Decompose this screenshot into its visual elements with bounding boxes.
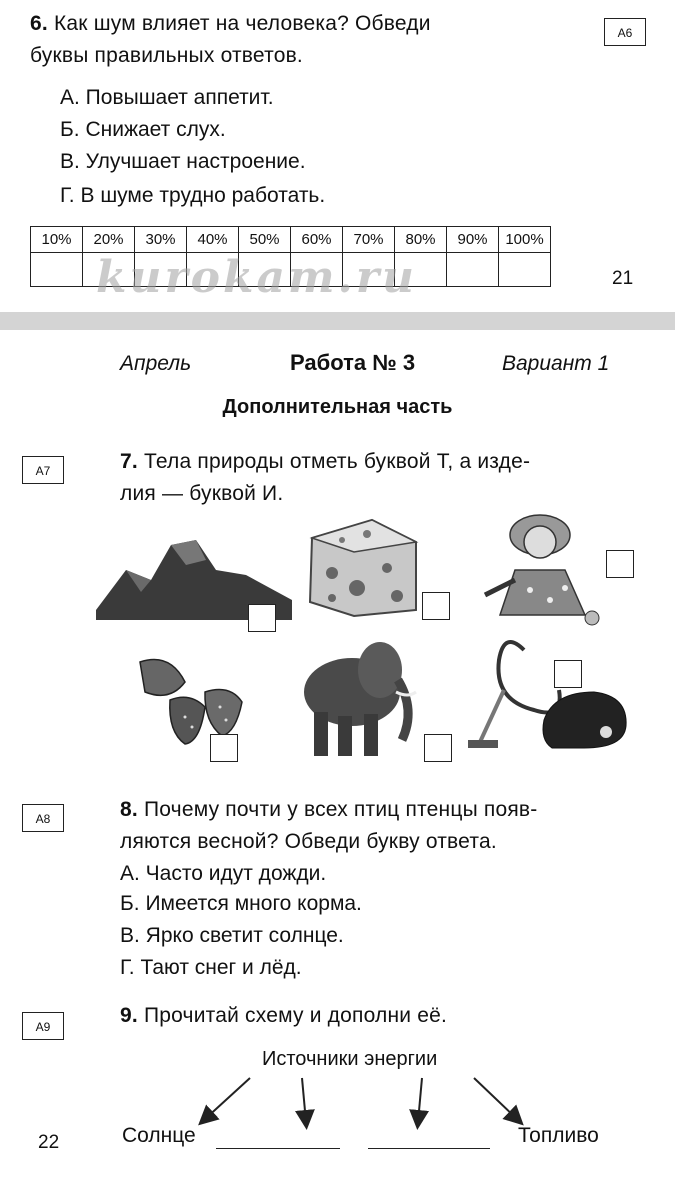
doll-icon [470, 510, 600, 630]
checkbox-strawberry[interactable] [210, 734, 238, 762]
percent-cell: 80% [395, 227, 447, 253]
header-title: Работа № 3 [290, 350, 416, 375]
question-8-option-a[interactable]: А. Часто идут дожди. [120, 862, 327, 885]
scheme-fuel: Топливо [518, 1124, 599, 1147]
question-9-number: 9. [120, 1004, 138, 1027]
scheme-title: Источники энергии [262, 1048, 438, 1070]
arrow-down-icon [302, 1078, 306, 1122]
question-6-option-d[interactable]: Г. В шуме трудно работать. [60, 184, 326, 207]
answer-cell[interactable] [31, 253, 83, 287]
page-21 [0, 0, 675, 312]
checkbox-cheese[interactable] [422, 592, 450, 620]
question-8-option-d[interactable]: Г. Тают снег и лёд. [120, 956, 302, 979]
answer-cell[interactable] [447, 253, 499, 287]
question-7-line2: лия — буквой И. [120, 482, 284, 505]
question-7-badge: А7 [22, 456, 64, 484]
question-7-line1 [120, 448, 530, 476]
question-6-option-b[interactable]: Б. Снижает слух. [60, 118, 226, 141]
question-6-line1 [30, 10, 431, 38]
question-8-text: Почему почти у всех птиц птенцы появ- [143, 798, 538, 821]
page-divider [0, 312, 675, 330]
question-6-text: Как шум влияет на человека? Обведи [53, 12, 431, 35]
question-6-option-c[interactable]: В. Улучшает настроение. [60, 150, 306, 173]
percent-cell: 60% [291, 227, 343, 253]
page-number-21: 21 [612, 268, 634, 289]
percent-cell: 20% [83, 227, 135, 253]
question-9-text: Прочитай схему и дополни её. [143, 1004, 448, 1027]
percent-cell: 50% [239, 227, 291, 253]
scheme-blank-1[interactable] [216, 1148, 340, 1149]
question-7-text: Тела природы отметь буквой Т, а изде- [143, 450, 531, 473]
percent-scale-row [31, 227, 551, 253]
checkbox-vacuum-cleaner[interactable] [554, 660, 582, 688]
question-8-line1 [120, 796, 537, 824]
question-8-badge: А8 [22, 804, 64, 832]
percent-cell: 30% [135, 227, 187, 253]
checkbox-mountain[interactable] [248, 604, 276, 632]
question-9-line [120, 1002, 447, 1030]
question-6-badge: А6 [604, 18, 646, 46]
question-8-number: 8. [120, 798, 138, 821]
percent-cell: 70% [343, 227, 395, 253]
arrow-right-icon [474, 1078, 518, 1120]
header-subtitle: Дополнительная часть [222, 396, 453, 418]
checkbox-doll[interactable] [606, 550, 634, 578]
percent-cell: 40% [187, 227, 239, 253]
question-6-option-a[interactable]: А. Повышает аппетит. [60, 86, 274, 109]
answer-cell[interactable] [499, 253, 551, 287]
scheme-sun: Солнце [122, 1124, 196, 1147]
question-8-option-c[interactable]: В. Ярко светит солнце. [120, 924, 344, 947]
header-variant: Вариант 1 [502, 352, 610, 375]
watermark: kurokam.ru [96, 252, 418, 303]
vacuum-cleaner-icon [464, 630, 634, 760]
question-9-badge: А9 [22, 1012, 64, 1040]
header-month: Апрель [120, 352, 192, 375]
page-number-22: 22 [38, 1132, 60, 1153]
question-7-number: 7. [120, 450, 138, 473]
percent-cell: 100% [499, 227, 551, 253]
question-6-line2: буквы правильных ответов. [30, 44, 303, 67]
arrow-left-icon [204, 1078, 250, 1120]
question-8-line2: ляются весной? Обведи букву ответа. [120, 830, 497, 853]
cheese-icon [302, 518, 420, 618]
checkbox-elephant[interactable] [424, 734, 452, 762]
page-22 [0, 330, 675, 1200]
elephant-icon [290, 630, 422, 760]
question-6-number: 6. [30, 12, 48, 35]
scheme-arrows [190, 1074, 530, 1134]
question-8-option-b[interactable]: Б. Имеется много корма. [120, 892, 362, 915]
scheme-blank-2[interactable] [368, 1148, 490, 1149]
percent-cell: 10% [31, 227, 83, 253]
arrow-down-icon [418, 1078, 422, 1122]
percent-cell: 90% [447, 227, 499, 253]
